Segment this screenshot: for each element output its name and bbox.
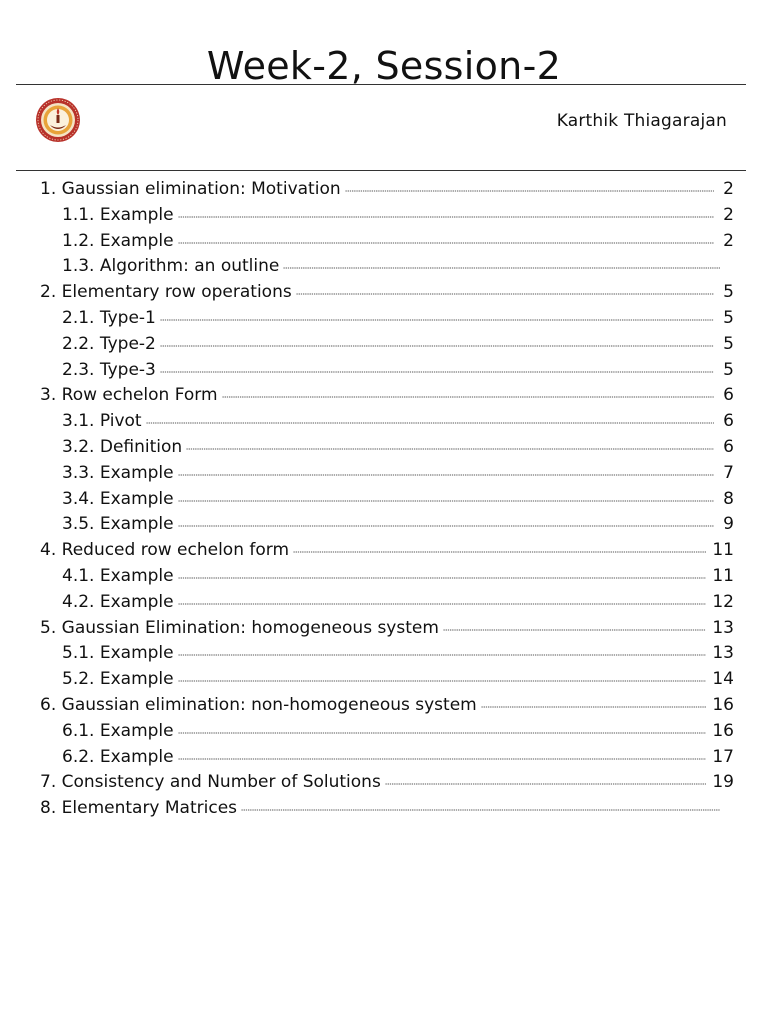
- author-name: Karthik Thiagarajan: [556, 111, 727, 131]
- toc-entry-label: Example: [99, 514, 174, 535]
- toc-entry-number: 3.2.: [62, 436, 95, 457]
- toc-entry-number: 6.: [40, 694, 57, 715]
- toc-entry-number: 5.: [40, 617, 57, 638]
- toc-dot-leader: [345, 189, 714, 193]
- toc-dot-leader: [283, 266, 720, 270]
- toc-page-number: 12: [712, 591, 734, 612]
- toc-dot-leader: [293, 550, 706, 554]
- toc-dot-leader: [178, 576, 707, 580]
- toc-page-number: 5: [723, 282, 734, 303]
- toc-entry-label: Example: [99, 591, 174, 612]
- toc-entry-label: Definition: [99, 436, 183, 457]
- toc-section-link[interactable]: [40, 383, 734, 409]
- toc-entry-number: 6.1.: [62, 720, 95, 741]
- toc-entry-label: Gaussian elimination: Motivation: [61, 179, 341, 199]
- toc-page-number: 17: [712, 746, 734, 767]
- toc-page-number: 2: [723, 230, 734, 251]
- toc-page-number: 2: [723, 204, 734, 225]
- toc-page-number: 11: [712, 540, 734, 561]
- toc-entry-number: 8.: [40, 798, 57, 819]
- toc-entry-label: Elementary Matrices: [61, 798, 238, 819]
- toc-entry-number: 3.: [40, 385, 57, 406]
- toc-page-number: 5: [723, 307, 734, 328]
- toc-dot-leader: [178, 473, 714, 477]
- toc-entry-label: Type-1: [99, 307, 156, 328]
- toc-entry-number: 3.3.: [62, 462, 95, 483]
- toc-dot-leader: [222, 395, 714, 399]
- toc-entry-label: Row echelon Form: [61, 385, 218, 406]
- toc-dot-leader: [146, 421, 714, 425]
- toc-entry-label: Example: [99, 643, 174, 664]
- toc-entry-number: 2.3.: [62, 359, 95, 380]
- toc-dot-leader: [385, 782, 707, 786]
- toc-dot-leader: [481, 705, 707, 709]
- toc-subsection-link[interactable]: [40, 461, 734, 487]
- toc-dot-leader: [178, 731, 707, 735]
- toc-section-link[interactable]: [40, 693, 734, 719]
- toc-entry-label: Pivot: [99, 411, 142, 432]
- toc-entry-label: Example: [99, 720, 174, 741]
- toc-section-link[interactable]: [40, 177, 734, 203]
- toc-entry-label: Consistency and Number of Solutions: [61, 772, 381, 793]
- toc-subsection-link[interactable]: [40, 641, 734, 667]
- toc-subsection-link[interactable]: [40, 358, 734, 384]
- toc-entry-number: 3.4.: [62, 488, 95, 509]
- toc-dot-leader: [160, 344, 714, 348]
- toc-subsection-link[interactable]: [40, 512, 734, 538]
- toc-entry-number: 7.: [40, 772, 57, 793]
- toc-subsection-link[interactable]: [40, 564, 734, 590]
- toc-entry-label: Gaussian elimination: non-homogeneous system: [61, 694, 477, 715]
- toc-section-link[interactable]: [40, 616, 734, 642]
- toc-page-number: 19: [712, 772, 734, 793]
- toc-entry-label: Reduced row echelon form: [61, 540, 290, 561]
- toc-entry-number: 1.1.: [62, 204, 95, 225]
- toc-dot-leader: [186, 447, 714, 451]
- toc-entry-number: 3.5.: [62, 514, 95, 535]
- toc-subsection-link[interactable]: [40, 667, 734, 693]
- toc-page-number: 5: [723, 359, 734, 380]
- toc-entry-number: 1.: [40, 179, 57, 199]
- toc-page-number: 7: [723, 462, 734, 483]
- toc-dot-leader: [178, 679, 707, 683]
- toc-page-number: 16: [712, 720, 734, 741]
- toc-entry-number: 3.1.: [62, 411, 95, 432]
- toc-page-number: 6: [723, 436, 734, 457]
- toc-page-number: 9: [723, 514, 734, 535]
- header-bottom-rule: [16, 170, 746, 171]
- toc-page-number: 13: [712, 617, 734, 638]
- toc-entry-label: Example: [99, 462, 174, 483]
- toc-dot-leader: [443, 628, 706, 632]
- toc-page-number: 8: [723, 488, 734, 509]
- toc-subsection-link[interactable]: [40, 306, 734, 332]
- toc-entry-label: Example: [99, 669, 174, 690]
- toc-subsection-link[interactable]: [40, 435, 734, 461]
- toc-entry-label: Example: [99, 204, 174, 225]
- toc-entry-number: 1.3.: [62, 256, 95, 277]
- toc-page-number: 13: [712, 643, 734, 664]
- toc-page-number: 2: [723, 179, 734, 199]
- toc-dot-leader: [241, 808, 720, 812]
- toc-entry-number: 4.: [40, 540, 57, 561]
- toc-subsection-link[interactable]: [40, 254, 734, 280]
- toc-subsection-link[interactable]: [40, 719, 734, 745]
- toc-section-link[interactable]: [40, 770, 734, 796]
- document-title: Week-2, Session-2: [206, 44, 562, 89]
- toc-entry-number: 5.1.: [62, 643, 95, 664]
- toc-dot-leader: [178, 602, 707, 606]
- toc-subsection-link[interactable]: [40, 203, 734, 229]
- toc-entry-label: Example: [99, 565, 174, 586]
- toc-subsection-link[interactable]: [40, 409, 734, 435]
- toc-entry-label: Algorithm: an outline: [99, 256, 280, 277]
- table-of-contents: [40, 177, 734, 822]
- toc-entry-label: Gaussian Elimination: homogeneous system: [61, 617, 439, 638]
- toc-dot-leader: [178, 653, 707, 657]
- toc-dot-leader: [296, 292, 714, 296]
- toc-entry-number: 5.2.: [62, 669, 95, 690]
- toc-entry-number: 2.: [40, 282, 57, 303]
- toc-entry-label: Type-2: [99, 333, 156, 354]
- toc-section-link[interactable]: [40, 280, 734, 306]
- toc-dot-leader: [178, 499, 714, 503]
- toc-subsection-link[interactable]: [40, 590, 734, 616]
- toc-entry-number: 4.2.: [62, 591, 95, 612]
- toc-page-number: 6: [723, 411, 734, 432]
- toc-page-number: 5: [723, 333, 734, 354]
- toc-subsection-link[interactable]: [40, 745, 734, 771]
- toc-page-number: 11: [712, 565, 734, 586]
- institute-seal-icon: [29, 96, 87, 144]
- toc-subsection-link[interactable]: [40, 487, 734, 513]
- toc-section-link[interactable]: [40, 796, 734, 822]
- toc-entry-label: Type-3: [99, 359, 156, 380]
- toc-subsection-link[interactable]: [40, 332, 734, 358]
- toc-entry-label: Example: [99, 230, 174, 251]
- toc-entry-label: Example: [99, 746, 174, 767]
- toc-section-link[interactable]: [40, 538, 734, 564]
- toc-entry-number: 2.1.: [62, 307, 95, 328]
- toc-page-number: 6: [723, 385, 734, 406]
- toc-page-number: 14: [712, 669, 734, 690]
- toc-dot-leader: [178, 241, 714, 245]
- toc-dot-leader: [178, 757, 707, 761]
- toc-entry-label: Elementary row operations: [61, 282, 292, 303]
- toc-entry-number: 4.1.: [62, 565, 95, 586]
- toc-subsection-link[interactable]: [40, 229, 734, 255]
- toc-dot-leader: [178, 524, 714, 528]
- toc-entry-number: 2.2.: [62, 333, 95, 354]
- toc-dot-leader: [178, 215, 714, 219]
- header-top-rule: [16, 84, 746, 85]
- toc-entry-number: 1.2.: [62, 230, 95, 251]
- toc-page-number: 16: [712, 694, 734, 715]
- toc-entry-label: Example: [99, 488, 174, 509]
- toc-dot-leader: [160, 370, 714, 374]
- toc-entry-number: 6.2.: [62, 746, 95, 767]
- toc-dot-leader: [160, 318, 714, 322]
